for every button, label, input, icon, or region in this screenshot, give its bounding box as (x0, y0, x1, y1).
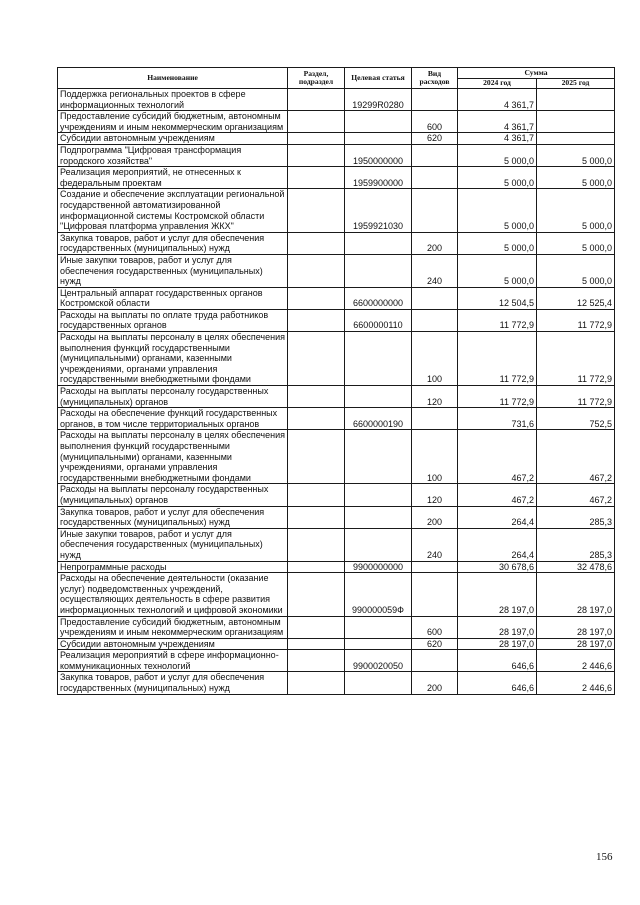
column-header-statya: Целевая статья (345, 68, 412, 89)
row-name: Непрограммные расходы (58, 561, 288, 573)
column-header-summa: Сумма (458, 68, 615, 79)
row-name: Закупка товаров, работ и услуг для обеспечения государственных (муниципальных) нужд (58, 232, 288, 254)
table-row (58, 484, 615, 506)
column-header-vid: Вид расходов (412, 68, 458, 89)
row-statya: 9900020050 (345, 650, 412, 672)
row-vid: 200 (412, 232, 458, 254)
row-sum-2025: 32 478,6 (537, 561, 615, 573)
row-razdel (288, 484, 345, 506)
table-row (58, 672, 615, 694)
column-header-year-2024: 2024 год (458, 78, 537, 89)
row-razdel (288, 189, 345, 232)
row-name: Расходы на обеспечение деятельности (оказание услуг) подведомственных учреждений, осуществляющих деятельность в сфере развития информационных технологий и цифровой экономики (58, 573, 288, 616)
row-vid: 100 (412, 430, 458, 484)
row-statya: 990000059Ф (345, 573, 412, 616)
table-row (58, 287, 615, 309)
row-sum-2024: 264,4 (458, 528, 537, 561)
row-sum-2024: 4 361,7 (458, 111, 537, 133)
table-row (58, 133, 615, 145)
row-name: Поддержка региональных проектов в сфере информационных технологий (58, 89, 288, 111)
row-sum-2025: 467,2 (537, 484, 615, 506)
row-vid: 120 (412, 484, 458, 506)
table-row (58, 254, 615, 287)
table-row (58, 232, 615, 254)
row-name: Расходы на выплаты персоналу государственных (муниципальных) органов (58, 386, 288, 408)
row-sum-2025 (537, 133, 615, 145)
row-sum-2024: 731,6 (458, 408, 537, 430)
row-name: Расходы на выплаты по оплате труда работников государственных органов (58, 309, 288, 331)
row-sum-2025: 2 446,6 (537, 650, 615, 672)
row-name: Расходы на выплаты персоналу государственных (муниципальных) органов (58, 484, 288, 506)
table-row (58, 650, 615, 672)
row-vid (412, 89, 458, 111)
row-statya (345, 232, 412, 254)
row-razdel (288, 506, 345, 528)
row-sum-2025: 5 000,0 (537, 144, 615, 166)
table-row (58, 430, 615, 484)
row-sum-2024: 5 000,0 (458, 232, 537, 254)
row-statya (345, 506, 412, 528)
row-name: Расходы на обеспечение функций государственных органов, в том числе территориальных органов (58, 408, 288, 430)
row-name: Расходы на выплаты персоналу в целях обеспечения выполнения функций государственными (муниципальными) органами, казенными учреждениями, органами управления государственными внебюджетными фондами (58, 430, 288, 484)
row-name: Субсидии автономным учреждениям (58, 638, 288, 650)
row-name: Создание и обеспечение эксплуатации региональной государственной автоматизированной информационной системы Костромской области "Цифровая платформа управления ЖКХ" (58, 189, 288, 232)
row-statya (345, 254, 412, 287)
row-sum-2025: 285,3 (537, 506, 615, 528)
row-sum-2024: 4 361,7 (458, 133, 537, 145)
row-statya (345, 386, 412, 408)
row-vid: 240 (412, 254, 458, 287)
row-sum-2025: 5 000,0 (537, 189, 615, 232)
row-sum-2025: 28 197,0 (537, 638, 615, 650)
table-body (58, 89, 615, 695)
table-row (58, 528, 615, 561)
row-razdel (288, 133, 345, 145)
row-name: Расходы на выплаты персоналу в целях обеспечения выполнения функций государственными (муниципальными) органами, казенными учреждениями, органами управления государственными внебюджетными фондами (58, 332, 288, 386)
row-statya: 6600000110 (345, 309, 412, 331)
table-row (58, 309, 615, 331)
row-razdel (288, 232, 345, 254)
row-statya (345, 616, 412, 638)
budget-table (57, 67, 615, 695)
row-vid (412, 573, 458, 616)
row-sum-2025: 12 525,4 (537, 287, 615, 309)
table-header (58, 68, 615, 89)
row-statya: 9900000000 (345, 561, 412, 573)
row-razdel (288, 167, 345, 189)
column-header-razdel: Раздел, подраздел (288, 68, 345, 89)
row-name: Центральный аппарат государственных органов Костромской области (58, 287, 288, 309)
table-row (58, 506, 615, 528)
row-vid (412, 561, 458, 573)
row-vid (412, 287, 458, 309)
row-statya (345, 528, 412, 561)
row-vid: 200 (412, 672, 458, 694)
row-razdel (288, 638, 345, 650)
row-razdel (288, 89, 345, 111)
row-name: Субсидии автономным учреждениям (58, 133, 288, 145)
table-row (58, 573, 615, 616)
row-sum-2024: 11 772,9 (458, 309, 537, 331)
row-razdel (288, 254, 345, 287)
row-statya: 19299R0280 (345, 89, 412, 111)
row-sum-2024: 4 361,7 (458, 89, 537, 111)
column-header-name: Наименование (58, 68, 288, 89)
table-row (58, 189, 615, 232)
row-statya: 6600000190 (345, 408, 412, 430)
row-razdel (288, 616, 345, 638)
row-sum-2025: 5 000,0 (537, 254, 615, 287)
row-name: Иные закупки товаров, работ и услуг для обеспечения государственных (муниципальных) нужд (58, 528, 288, 561)
row-sum-2025: 752,5 (537, 408, 615, 430)
row-razdel (288, 408, 345, 430)
row-statya: 6600000000 (345, 287, 412, 309)
row-statya: 1950000000 (345, 144, 412, 166)
table-row (58, 616, 615, 638)
row-sum-2024: 467,2 (458, 484, 537, 506)
row-name: Предоставление субсидий бюджетным, автономным учреждениям и иным некоммерческим организациям (58, 111, 288, 133)
row-razdel (288, 650, 345, 672)
page-number: 156 (596, 851, 613, 863)
row-name: Реализация мероприятий, не отнесенных к федеральным проектам (58, 167, 288, 189)
row-statya (345, 672, 412, 694)
row-sum-2024: 5 000,0 (458, 254, 537, 287)
table-row (58, 408, 615, 430)
row-sum-2025: 285,3 (537, 528, 615, 561)
row-razdel (288, 573, 345, 616)
row-sum-2025: 467,2 (537, 430, 615, 484)
row-sum-2024: 30 678,6 (458, 561, 537, 573)
row-sum-2024: 11 772,9 (458, 332, 537, 386)
row-sum-2025: 5 000,0 (537, 232, 615, 254)
row-vid (412, 167, 458, 189)
row-vid: 120 (412, 386, 458, 408)
row-razdel (288, 561, 345, 573)
row-sum-2025: 2 446,6 (537, 672, 615, 694)
row-statya (345, 111, 412, 133)
table-row (58, 167, 615, 189)
row-sum-2024: 11 772,9 (458, 386, 537, 408)
row-sum-2025: 11 772,9 (537, 386, 615, 408)
row-sum-2024: 646,6 (458, 672, 537, 694)
row-razdel (288, 111, 345, 133)
row-name: Закупка товаров, работ и услуг для обеспечения государственных (муниципальных) нужд (58, 672, 288, 694)
row-vid (412, 144, 458, 166)
table-row (58, 561, 615, 573)
row-sum-2024: 5 000,0 (458, 189, 537, 232)
row-statya (345, 332, 412, 386)
row-vid: 620 (412, 638, 458, 650)
row-vid (412, 309, 458, 331)
row-razdel (288, 386, 345, 408)
table-row (58, 386, 615, 408)
row-vid (412, 650, 458, 672)
table-row (58, 89, 615, 111)
row-razdel (288, 332, 345, 386)
row-sum-2025: 5 000,0 (537, 167, 615, 189)
table-row (58, 111, 615, 133)
row-sum-2025: 28 197,0 (537, 573, 615, 616)
row-sum-2024: 28 197,0 (458, 638, 537, 650)
row-vid: 600 (412, 616, 458, 638)
row-sum-2025 (537, 89, 615, 111)
row-razdel (288, 430, 345, 484)
row-statya (345, 133, 412, 145)
row-sum-2025: 11 772,9 (537, 332, 615, 386)
table-row (58, 332, 615, 386)
row-sum-2024: 5 000,0 (458, 144, 537, 166)
row-vid (412, 408, 458, 430)
row-sum-2024: 12 504,5 (458, 287, 537, 309)
table-row (58, 638, 615, 650)
row-sum-2024: 28 197,0 (458, 573, 537, 616)
row-statya (345, 430, 412, 484)
row-vid: 620 (412, 133, 458, 145)
row-sum-2025: 28 197,0 (537, 616, 615, 638)
row-sum-2025: 11 772,9 (537, 309, 615, 331)
row-sum-2024: 28 197,0 (458, 616, 537, 638)
row-razdel (288, 287, 345, 309)
row-sum-2024: 264,4 (458, 506, 537, 528)
row-sum-2024: 5 000,0 (458, 167, 537, 189)
row-name: Иные закупки товаров, работ и услуг для обеспечения государственных (муниципальных) нужд (58, 254, 288, 287)
row-vid: 200 (412, 506, 458, 528)
row-razdel (288, 144, 345, 166)
row-razdel (288, 672, 345, 694)
row-razdel (288, 309, 345, 331)
row-name: Закупка товаров, работ и услуг для обеспечения государственных (муниципальных) нужд (58, 506, 288, 528)
row-sum-2025 (537, 111, 615, 133)
row-statya (345, 484, 412, 506)
row-vid: 100 (412, 332, 458, 386)
row-name: Реализация мероприятий в сфере информационно-коммуникационных технологий (58, 650, 288, 672)
row-vid: 240 (412, 528, 458, 561)
column-header-year-2025: 2025 год (537, 78, 615, 89)
row-vid (412, 189, 458, 232)
row-statya (345, 638, 412, 650)
row-name: Предоставление субсидий бюджетным, автономным учреждениям и иным некоммерческим организациям (58, 616, 288, 638)
row-razdel (288, 528, 345, 561)
row-name: Подпрограмма "Цифровая трансформация городского хозяйства" (58, 144, 288, 166)
table-row (58, 144, 615, 166)
row-sum-2024: 467,2 (458, 430, 537, 484)
row-statya: 1959900000 (345, 167, 412, 189)
row-sum-2024: 646,6 (458, 650, 537, 672)
row-vid: 600 (412, 111, 458, 133)
row-statya: 1959921030 (345, 189, 412, 232)
